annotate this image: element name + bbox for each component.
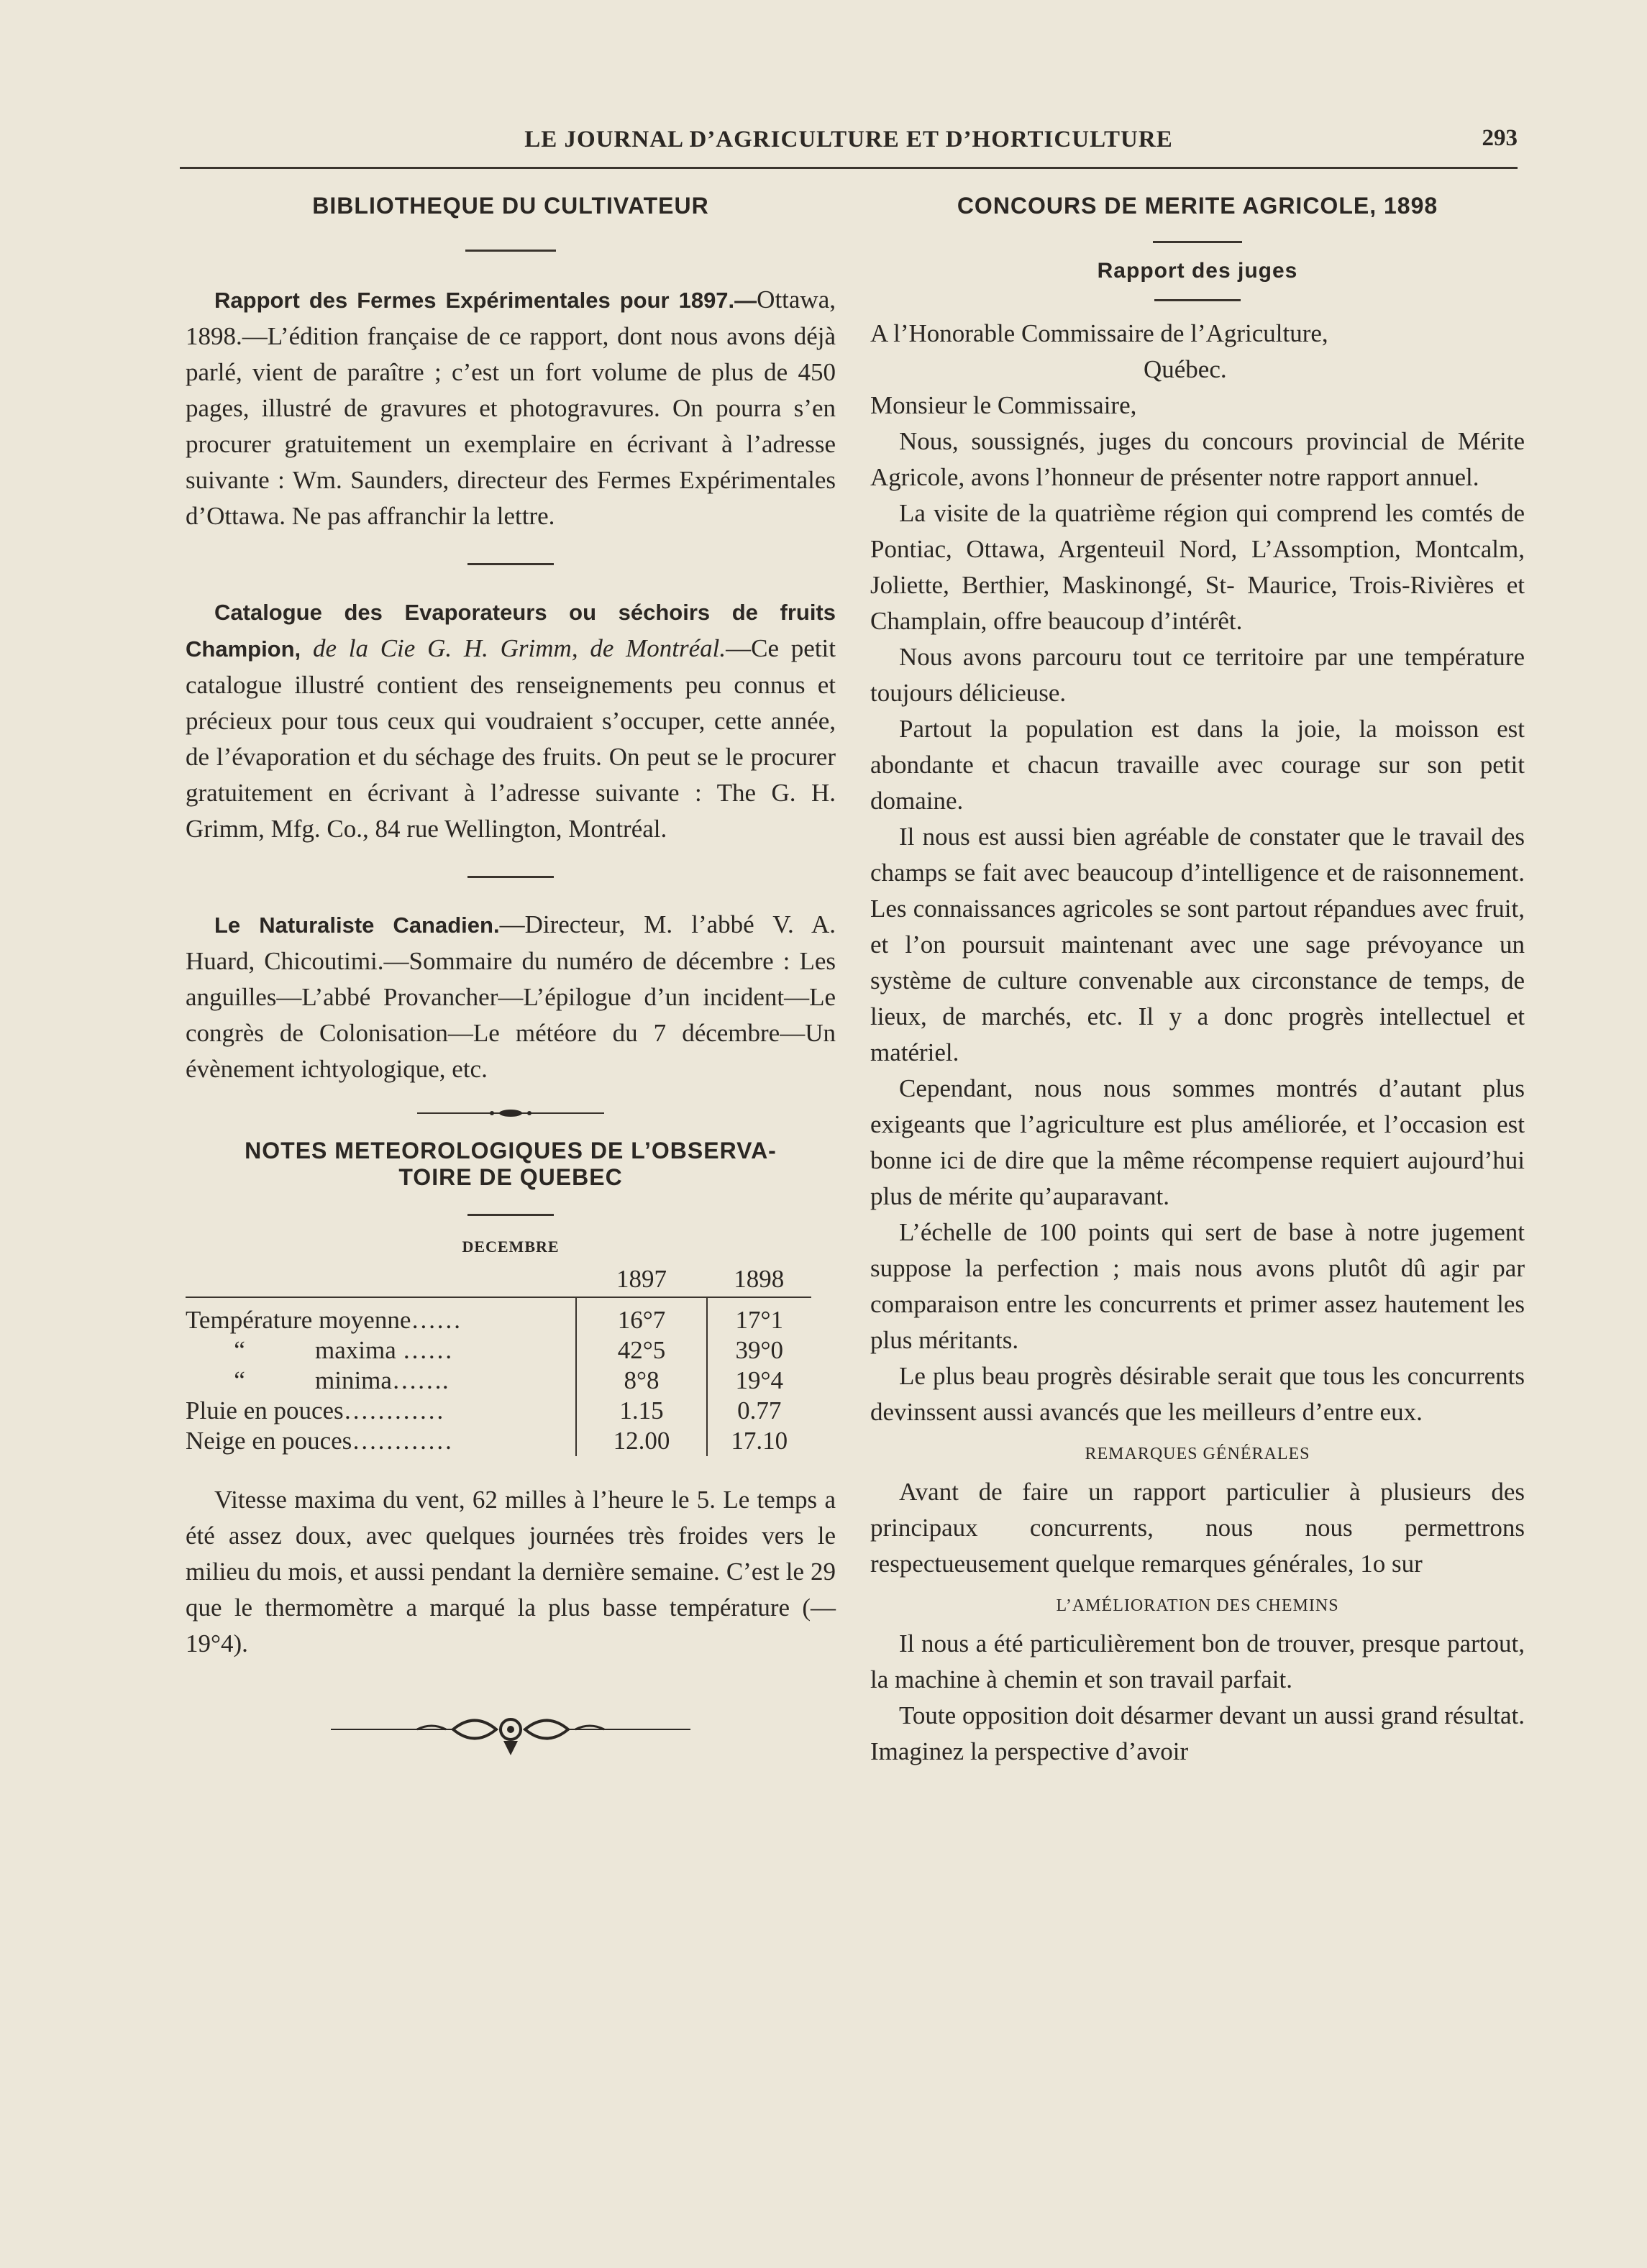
table-row	[186, 1366, 811, 1396]
report-paragraph: Avant de faire un rapport particulier à plusieurs des principaux concurrents, nous nous permettrons respectueusement quelque remarques générales, 1o sur	[870, 1478, 1525, 1578]
report-paragraph: L’échelle de 100 points qui sert de base à notre jugement suppose la perfection ; mais nous avons plutôt dû agir par comparaison entre les concurrents et primer assez hautement les plus méritants.	[870, 1218, 1525, 1354]
row-label: Neige en pouces…………	[186, 1427, 453, 1455]
report-paragraph: Partout la population est dans la joie, la moisson est abondante et chacun travaille avec courage sur son petit domaine.	[870, 715, 1525, 815]
row-label	[186, 1366, 576, 1396]
section-title-line: NOTES METEOROLOGIQUES DE L’OBSERVA-	[245, 1138, 777, 1163]
row-label	[186, 1335, 576, 1366]
table-row	[186, 1426, 811, 1456]
section-title-concours: CONCOURS DE MERITE AGRICOLE, 1898	[957, 193, 1438, 219]
cell-1898: 39°0	[707, 1335, 811, 1366]
address-line: Québec.	[1144, 355, 1227, 383]
subtitle-rapport: Rapport des juges	[1097, 259, 1298, 283]
divider	[465, 250, 556, 252]
report-paragraph: Il nous est aussi bien agréable de constater que le travail des champs se fait avec beaucoup d’intelligence et de raisonnement. Les connaissances agricoles se sont partout répandues avec fruit, et l’on poursuit maintenant avec une sage prévoyance un système de culture convenable aux circonstance de temps, de lieux, de marchés, etc. Il y a donc progrès intellectuel et matériel.	[870, 823, 1525, 1066]
address-line: A l’Honorable Commissaire de l’Agriculture,	[870, 319, 1328, 347]
article-text: —Directeur, M. l’abbé V. A. Huard, Chicoutimi.—Sommaire du numéro de décembre : Les anguilles—L’abbé Provancher—L’épilogue d’un incident—Le congrès de Colonisation—Le météore du 7 décembre—Un évènement ichtyologique, etc.	[186, 910, 836, 1083]
article-text: Ottawa, 1898.—L’édition française de ce rapport, dont nous avons déjà parlé, vient de paraître ; c’est un fort volume de plus de 450 pages, illustré de gravures et photogravures. On pourra s’en procurer gratuitement un exemplaire en écrivant à l’adresse suivante : Wm. Saunders, directeur des Fermes Expérimentales d’Ottawa. Ne pas affranchir la lettre.	[186, 285, 836, 530]
running-header	[180, 122, 1518, 169]
report-paragraph: Cependant, nous nous sommes montrés d’autant plus exigeants que l’agriculture est plus améliorée, et l’occasion est bonne ici de dire que la même récompense requiert aujourd’hui plus de mérite qu’auparavant.	[870, 1074, 1525, 1210]
salutation: Monsieur le Commissaire,	[870, 391, 1137, 419]
table-row	[186, 1297, 811, 1335]
section-title-bibliotheque: BIBLIOTHEQUE DU CULTIVATEUR	[312, 193, 709, 219]
row-label-text: minima…….	[315, 1366, 449, 1394]
report-paragraph: Nous, soussignés, juges du concours provincial de Mérite Agricole, avons l’honneur de présenter notre rapport annuel.	[870, 427, 1525, 491]
divider	[467, 876, 554, 878]
page-number: 293	[1482, 125, 1518, 151]
cell-1897: 42°5	[576, 1335, 706, 1366]
cell-1897: 12.00	[576, 1426, 706, 1456]
report-paragraph: Le plus beau progrès désirable serait que tous les concurrents devinssent aussi avancés que les meilleurs d’entre eux.	[870, 1362, 1525, 1426]
divider	[467, 1214, 554, 1216]
cell-1897: 1.15	[576, 1396, 706, 1426]
article-italic: de la Cie G. H. Grimm, de Montréal.	[312, 634, 726, 662]
ditto-mark: “	[234, 1366, 245, 1394]
cell-1898: 17°1	[707, 1297, 811, 1335]
report-paragraph: Toute opposition doit désarmer devant un aussi grand résultat. Imaginez la perspective d’avoir	[870, 1701, 1525, 1765]
article-lead: Le Naturaliste Canadien.	[214, 913, 500, 938]
ditto-mark: “	[234, 1336, 245, 1364]
divider	[1153, 241, 1242, 243]
table-header-row	[186, 1262, 811, 1297]
ornament-scroll	[331, 1708, 690, 1758]
left-column	[186, 188, 836, 1758]
row-label: Température moyenne……	[186, 1306, 462, 1334]
cell-1898: 17.10	[707, 1426, 811, 1456]
report-paragraph: La visite de la quatrième région qui comprend les comtés de Pontiac, Ottawa, Argenteuil Nord, L’Assomption, Montcalm, Joliette, Berthier, Maskinongé, St- Maurice, Trois-Rivières et Champlain, offre beaucoup d’intérêt.	[870, 499, 1525, 635]
section-title-meteo	[186, 1138, 836, 1191]
meteo-paragraph: Vitesse maxima du vent, 62 milles à l’heure le 5. Le temps a été assez doux, avec quelques journées très froides vers le milieu du mois, et aussi pendant la dernière semaine. C’est le 29 que le thermomètre a marqué la plus basse température (—19°4).	[186, 1486, 836, 1657]
column-header-1897: 1897	[576, 1262, 706, 1297]
table-row	[186, 1396, 811, 1426]
row-label: Pluie en pouces…………	[186, 1396, 444, 1425]
ornament-divider	[417, 1106, 604, 1120]
divider	[467, 563, 554, 565]
article-naturaliste	[186, 907, 836, 1087]
article-lead: Rapport des Fermes Expérimentales pour 1897.—	[214, 288, 757, 313]
journal-title: LE JOURNAL D’AGRICULTURE ET D’HORTICULTURE	[524, 127, 1173, 152]
article-text: —Ce petit catalogue illustré contient des renseignements peu connus et précieux pour tous ceux qui voudraient s’occuper, cette année, de l’évaporation et du séchage des fruits. On peut se le procurer gratuitement en écrivant à l’adresse suivante : The G. H. Grimm, Mfg. Co., 84 rue Wellington, Montréal.	[186, 634, 836, 843]
report-paragraph: Il nous a été particulièrement bon de trouver, presque partout, la machine à chemin et son travail parfait.	[870, 1629, 1525, 1693]
divider	[1154, 299, 1241, 301]
cell-1898: 0.77	[707, 1396, 811, 1426]
cell-1897: 8°8	[576, 1366, 706, 1396]
row-label-text: maxima ……	[315, 1336, 453, 1364]
weather-table	[186, 1262, 811, 1456]
section-title-line: TOIRE DE QUEBEC	[398, 1164, 623, 1190]
right-column	[870, 188, 1525, 1770]
article-lead: Catalogue des Evaporateurs ou séchoirs de fruits Champion,	[186, 600, 836, 662]
subhead-chemins: L’AMÉLIORATION DES CHEMINS	[1056, 1596, 1339, 1615]
cell-1898: 19°4	[707, 1366, 811, 1396]
column-header-1898: 1898	[707, 1262, 811, 1297]
article-rapport-fermes	[186, 282, 836, 534]
report-paragraph: Nous avons parcouru tout ce territoire par une température toujours délicieuse.	[870, 643, 1525, 707]
table-caption: DECEMBRE	[462, 1238, 560, 1256]
subhead-remarques: REMARQUES GÉNÉRALES	[1085, 1445, 1310, 1463]
article-catalogue	[186, 594, 836, 847]
cell-1897: 16°7	[576, 1297, 706, 1335]
table-row	[186, 1335, 811, 1366]
